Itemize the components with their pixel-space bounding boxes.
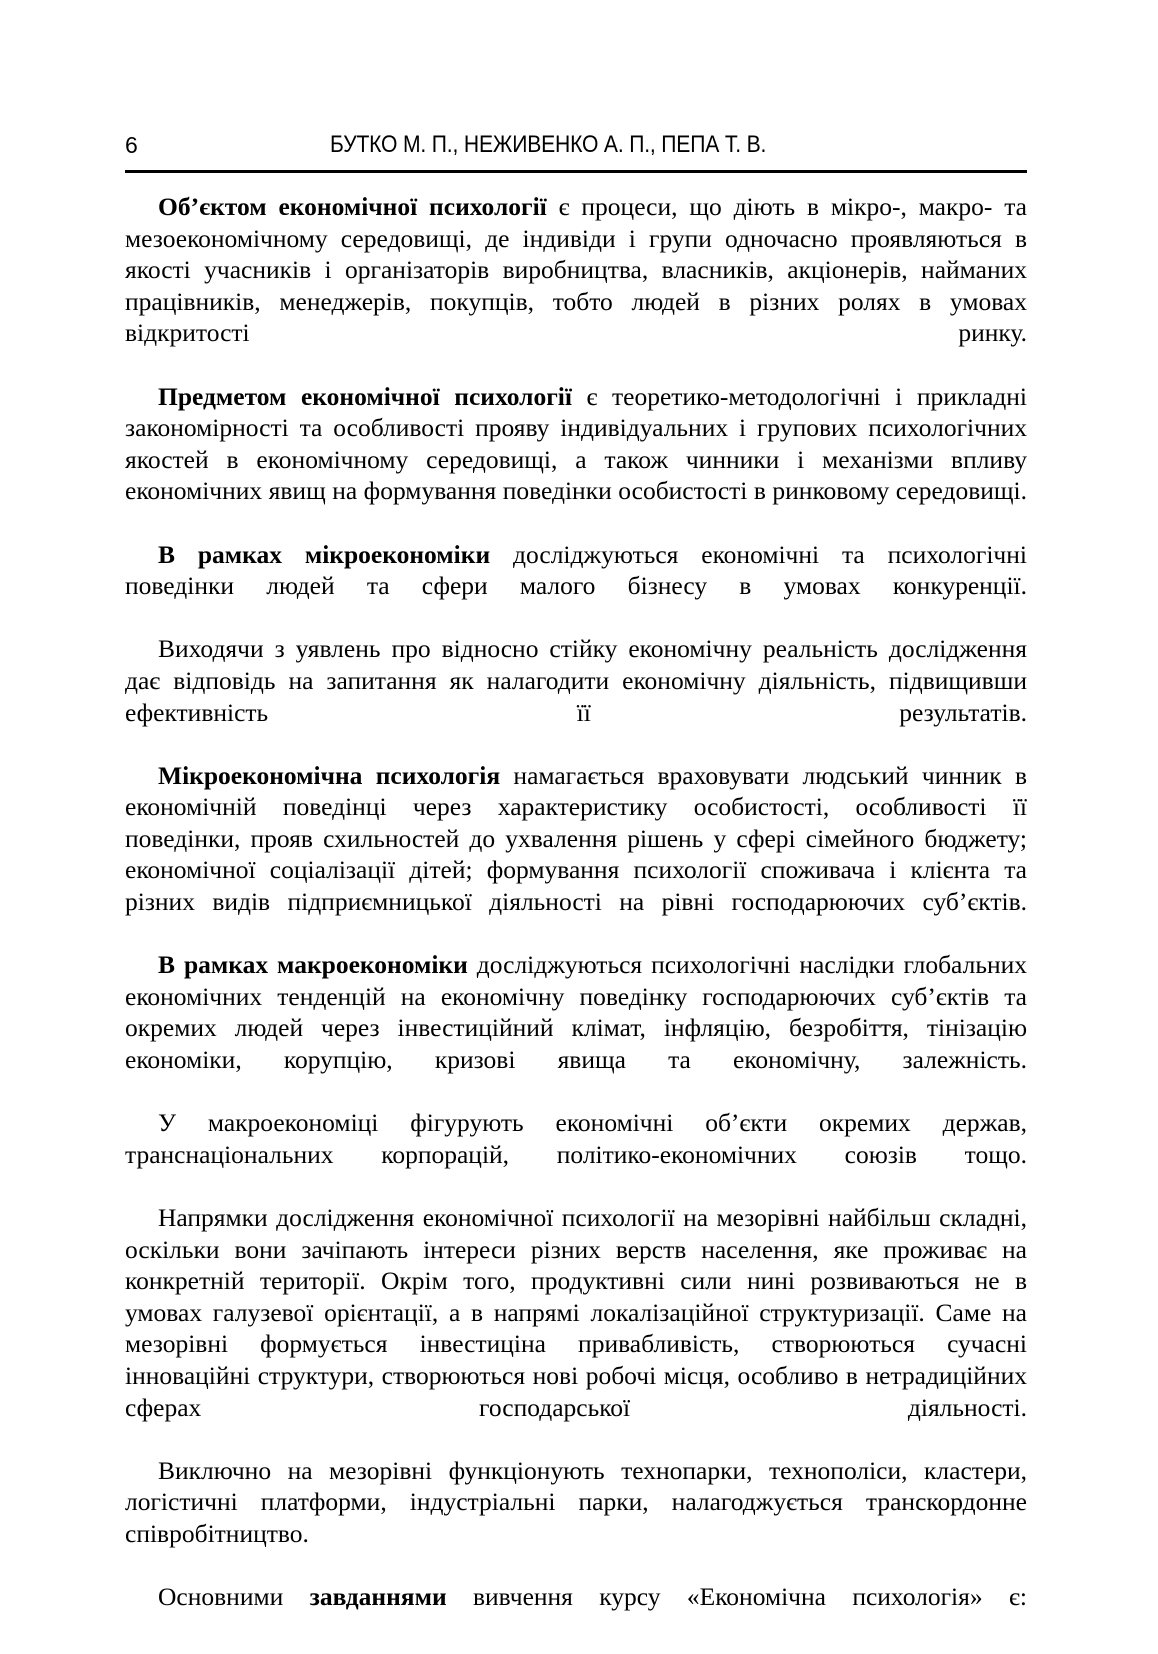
paragraph: Виходячи з уявлень про відносно стійку економічну реальність дослідження дає відповідь на запитання як налагодити економічну діяльність, підвищивши ефективність її результатів.: [125, 634, 1027, 727]
paragraph-emphasis: завданнями: [309, 1582, 447, 1612]
paragraph-lead-in: В рамках макроекономіки: [158, 950, 468, 980]
paragraph-lead-in: Мікроекономічна психологія: [158, 760, 501, 790]
body-text-column: [125, 191, 1027, 1644]
paragraph: Виключно на мезорівні функціонують технопарки, технополіси, кластери, логістичні платформи, індустріальні парки, налагоджується транскордонне співробітництво.: [125, 1455, 1027, 1548]
paragraph-lead-in: Об’єктом економічної психології: [158, 192, 547, 221]
header-divider-rule: [125, 170, 1027, 173]
paragraph: Мікроекономічна психологія намагається враховувати людський чинник в економічній поведінці через характеристику особистості, особливості її поведінки, прояв схильностей до ухвалення рішень у сфері сімейного бюджету; економічної соціалізації дітей; формування психології споживача і клієнта та різних видів підприємницької діяльності на рівні господарюючих суб’єктів.: [125, 760, 1027, 917]
paragraph: Об’єктом економічної психології є процеси, що діють в мікро-, макро- та мезоекономічному середовищі, де індивіди і групи одночасно проявляються в якості учасників і організаторів виробництва, власників, акціонерів, найманих працівників, менеджерів, покупців, тобто людей в різних ролях в умовах відкритості ринку.: [125, 192, 1027, 348]
paragraph-lead-in: В рамках мікроекономіки: [158, 539, 491, 569]
paragraph: Предметом економічної психології є теоретико-методологічні і прикладні закономірності та особливості прояву індивідуальних і групових психологічних якостей в економічному середовищі, а також чинники і механізми впливу економічних явищ на формування поведінки особистості в ринковому середовищі.: [125, 381, 1027, 506]
page-number: 6: [125, 132, 138, 158]
paragraph: В рамках мікроекономіки досліджуються економічні та психологічні поведінки людей та сфери малого бізнесу в умовах конкуренції.: [125, 539, 1027, 601]
paragraph: У макроекономіці фігурують економічні об’єкти окремих держав, транснаціональних корпорацій, політико-економічних союзів тощо.: [125, 1108, 1027, 1169]
paragraph: Напрямки дослідження економічної психології на мезорівні найбільш складні, оскільки вони зачіпають інтереси різних верств населення, яке проживає на конкретній території. Окрім того, продуктивні сили нині розвиваються не в умовах галузевої орієнтації, а в напрямі локалізаційної структуризації. Саме на мезорівні формується інвестиціна привабливість, створюються сучасні інноваційні структури, створюються нові робочі місця, особливо в нетрадиційних сферах господарської діяльності.: [125, 1203, 1027, 1422]
running-head: [125, 130, 1027, 164]
paragraph: В рамках макроекономіки досліджуються психологічні наслідки глобальних економічних тенденцій на економічну поведінку господарюючих суб’єктів та окремих людей через інвестиційний клімат, інфляцію, безробіття, тінізацію економіки, корупцію, кризові явища та економічну, залежність.: [125, 950, 1028, 1075]
paragraph: Основними завданнями вивчення курсу «Економічна психологія» є:: [158, 1582, 1028, 1612]
running-head-authors: БУТКО М. П., НЕЖИВЕНКО А. П., ПЕПА Т. В.: [330, 131, 767, 158]
paragraph-lead-in: Предметом економічної психології: [158, 381, 572, 411]
